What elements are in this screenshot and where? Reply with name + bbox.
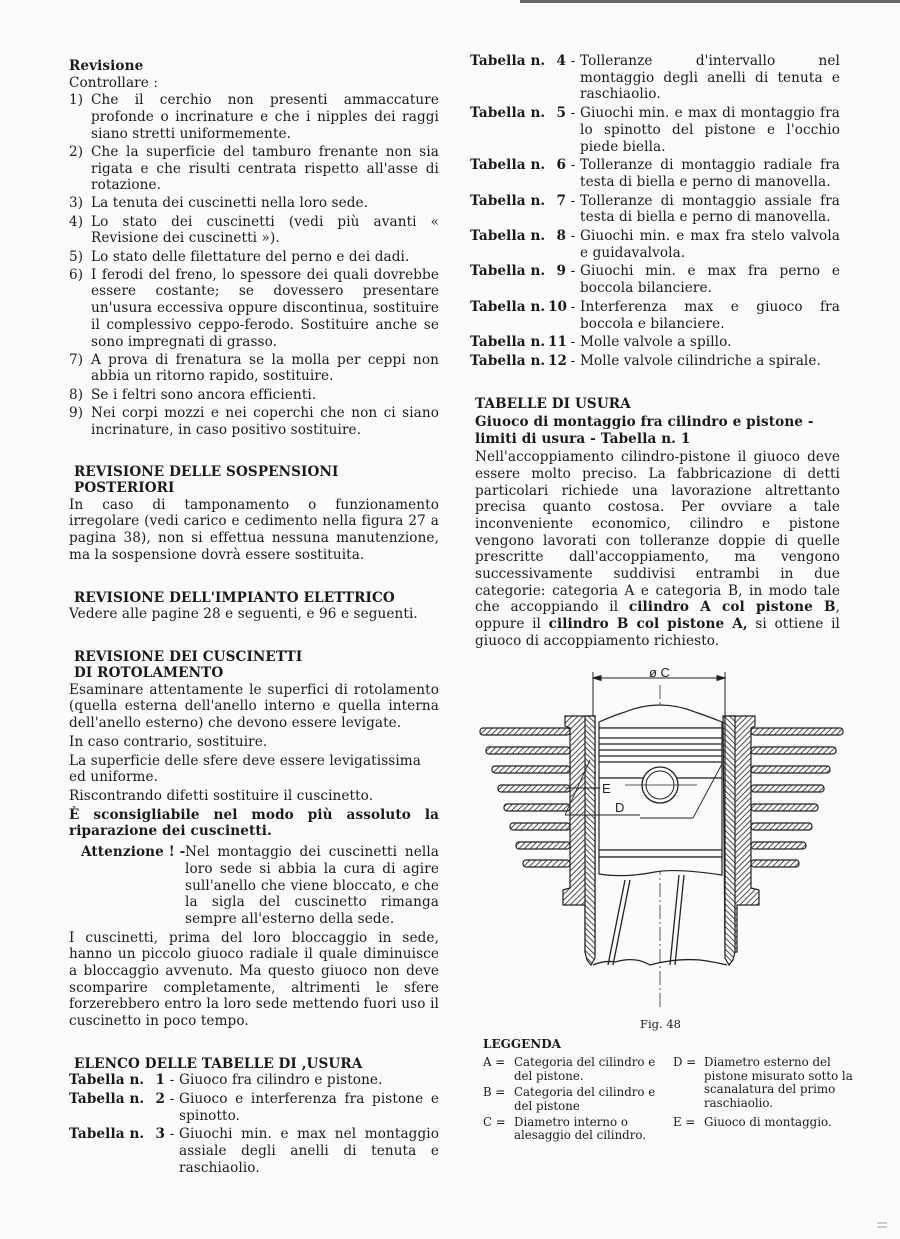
cuscinetti-p4: Riscontrando difetti sostituire il cuscinetto. bbox=[69, 788, 374, 804]
legend-heading: LEGGENDA bbox=[483, 1037, 561, 1051]
right-column bbox=[470, 53, 840, 650]
label-d: D bbox=[615, 800, 625, 815]
checklist-item: 6) I ferodi del freno, lo spessore dei quali dovrebbe essere costante; se dovessero presentare un'usura eccessiva oppure discontinua, sostituire il complessivo ceppo-ferodo. Sostituire anche se sono impregnati di grasso. bbox=[69, 266, 439, 350]
legend-item-a: A = Categoria del cilindro e del pistone. bbox=[483, 1055, 656, 1083]
table-index-item: Tabella n. 12 - Molle valvole cilindriche a spirale. bbox=[470, 352, 821, 369]
tabelle-usura-subheading: Giuoco di montaggio fra cilindro e pistone - limiti di usura - Tabella n. 1 bbox=[475, 414, 814, 447]
legend-item-e: E = Giuoco di montaggio. bbox=[673, 1115, 832, 1130]
table-index-item: Tabella n. 4 - Tolleranze d'intervallo nel montaggio degli anelli di tenuta e raschiaolio. bbox=[470, 53, 840, 103]
checklist-item: 2) Che la superficie del tamburo frenante non sia rigata e che risulti centrata rispetto all'asse di rotazione. bbox=[69, 143, 439, 194]
tabelle-usura-text: Nell'accoppiamento cilindro-pistone il giuoco deve essere molto preciso. La fabbricazione di detti particolari richiede una lavorazione altrettanto precisa quanto costosa. Per ovviare a tale inconveniente economico, cilindro e pistone vengono lavorati con tolleranze doppie di quelle prescritte dall'accoppiamento, ma vengono successivamente suddivisi entrambi in due categorie: categoria A e categoria B, in modo tale che accoppiando il cilindro A col pistone B, oppure il cilindro B col pistone A, si ottiene il giuoco di accoppiamento richiesto. bbox=[475, 449, 841, 649]
cuscinetti-p1: Esaminare attentamente le superfici di rotolamento (quella esterna dell'anello interno e quella interna dell'anello esterno) che devono essere levigate. bbox=[69, 681, 439, 732]
scan-artifact bbox=[877, 1222, 887, 1232]
sospensioni-text: In caso di tamponamento o funzionamento irregolare (vedi carico e cedimento nella figura 27 a pagina 38), non si effettua nessuna manutenzione, ma la sospensione dovrà essere sostituita. bbox=[69, 496, 439, 563]
elenco-heading: ELENCO DELLE TABELLE DI ,USURA bbox=[74, 1055, 363, 1072]
impianto-elettrico-text: Vedere alle pagine 28 e seguenti, e 96 e seguenti. bbox=[69, 606, 418, 623]
table-index-item: Tabella n. 8 - Giuochi min. e max fra stelo valvola e guidavalvola. bbox=[470, 228, 840, 261]
label-e: E bbox=[602, 781, 611, 796]
cylinder-piston-diagram bbox=[475, 660, 855, 1020]
legend-left-column bbox=[483, 1056, 663, 1145]
table-index-item: Tabella n. 9 - Giuochi min. e max fra perno e boccola bilanciere. bbox=[470, 263, 840, 297]
table-index-item: Tabella n. 6 - Tolleranze di montaggio radiale fra testa di biella e perno di manovella. bbox=[470, 157, 840, 190]
legend-item-b: B = Categoria del cilindro e del pistone bbox=[483, 1085, 656, 1113]
legend-item-d: D = Diametro esterno del pistone misurato sotto la scanalatura del primo raschiaolio. bbox=[673, 1055, 853, 1110]
revisione-intro: Controllare : bbox=[69, 74, 159, 91]
checklist-item: 1) Che il cerchio non presenti ammaccature profonde o incrinature e che i nipples dei raggi siano stretti uniformemente. bbox=[69, 92, 439, 142]
table-index-item: Tabella n. 1 - Giuoco fra cilindro e pistone. bbox=[69, 1072, 383, 1089]
attention-note bbox=[81, 844, 439, 928]
left-cooling-fins bbox=[480, 728, 570, 867]
attention-label: Attenzione ! - bbox=[81, 844, 186, 861]
cuscinetti-p3: La superficie delle sfere deve essere levigatissima ed uniforme. bbox=[69, 752, 421, 786]
attention-text: Nel montaggio dei cuscinetti nella loro sede si abbia la cura di agire sull'anello che viene bloccato, e che la sigla del cuscinetto rimanga sempre all'esterno della sede. bbox=[185, 844, 439, 927]
tabelle-usura-heading: TABELLE DI USURA bbox=[475, 395, 631, 412]
checklist-item: 3) La tenuta dei cuscinetti nella loro sede. bbox=[69, 195, 369, 212]
revisione-checklist bbox=[69, 92, 439, 438]
figure-legend bbox=[483, 1038, 853, 1146]
right-liner bbox=[725, 716, 735, 965]
table-index-item: Tabella n. 7 - Tolleranze di montaggio assiale fra testa di biella e perno di manovella. bbox=[470, 192, 840, 226]
impianto-elettrico-heading: REVISIONE DELL'IMPIANTO ELETTRICO bbox=[74, 589, 395, 606]
table-index-item: Tabella n. 10 - Interferenza max e giuoco fra boccola e bilanciere. bbox=[470, 298, 840, 332]
sospensioni-heading: REVISIONE DELLE SOSPENSIONI POSTERIORI bbox=[74, 463, 339, 497]
left-column bbox=[69, 58, 439, 1179]
table-index-item: Tabella n. 11 - Molle valvole a spillo. bbox=[470, 334, 732, 351]
checklist-item: 5) Lo stato delle filettature del perno e dei dadi. bbox=[69, 248, 410, 265]
table-index-item: Tabella n. 2 - Giuoco e interferenza fra pistone e spinotto. bbox=[69, 1091, 439, 1124]
cuscinetti-p5: I cuscinetti, prima del loro bloccaggio in sede, hanno un piccolo giuoco radiale il quale diminuisce a bloccaggio avvenuto. Ma questo giuoco non deve scomparire completamente, altrimenti le sfere forzerebbero entro la loro sede mettendo fuori uso il cuscinetto in poco tempo. bbox=[69, 929, 439, 1030]
left-liner bbox=[585, 716, 595, 965]
scan-top-edge bbox=[520, 0, 900, 3]
checklist-item: 7) A prova di frenatura se la molla per ceppi non abbia un ritorno rapido, sostituire. bbox=[69, 351, 439, 385]
revisione-heading: Revisione bbox=[69, 58, 144, 74]
checklist-item: 4) Lo stato dei cuscinetti (vedi più avanti « Revisione dei cuscinetti »). bbox=[69, 213, 439, 247]
checklist-item: 8) Se i feltri sono ancora efficienti. bbox=[69, 386, 317, 403]
checklist-item: 9) Nei corpi mozzi e nei coperchi che non ci siano incrinature, in caso positivo sostituire. bbox=[69, 404, 439, 438]
elenco-list bbox=[69, 1072, 439, 1176]
legend-item-c: C = Diametro interno o alesaggio del cilindro. bbox=[483, 1115, 647, 1143]
cuscinetti-warning: È sconsigliabile nel modo più assoluto la riparazione dei cuscinetti. bbox=[69, 806, 439, 840]
cuscinetti-heading: REVISIONE DEI CUSCINETTI DI ROTOLAMENTO bbox=[74, 648, 303, 682]
legend-right-column bbox=[673, 1056, 853, 1145]
right-cooling-fins bbox=[751, 728, 843, 867]
table-index-item: Tabella n. 5 - Giuochi min. e max di montaggio fra lo spinotto del pistone e l'occhio piede biella. bbox=[470, 105, 840, 155]
cuscinetti-p2: In caso contrario, sostituire. bbox=[69, 733, 268, 750]
figure-caption: Fig. 48 bbox=[640, 1017, 681, 1031]
table-index-item: Tabella n. 3 - Giuochi min. e max nel montaggio assiale degli anelli di tenuta e raschiaolio. bbox=[69, 1126, 439, 1176]
elenco-list-continued bbox=[470, 53, 840, 370]
label-c: ø C bbox=[649, 665, 670, 680]
